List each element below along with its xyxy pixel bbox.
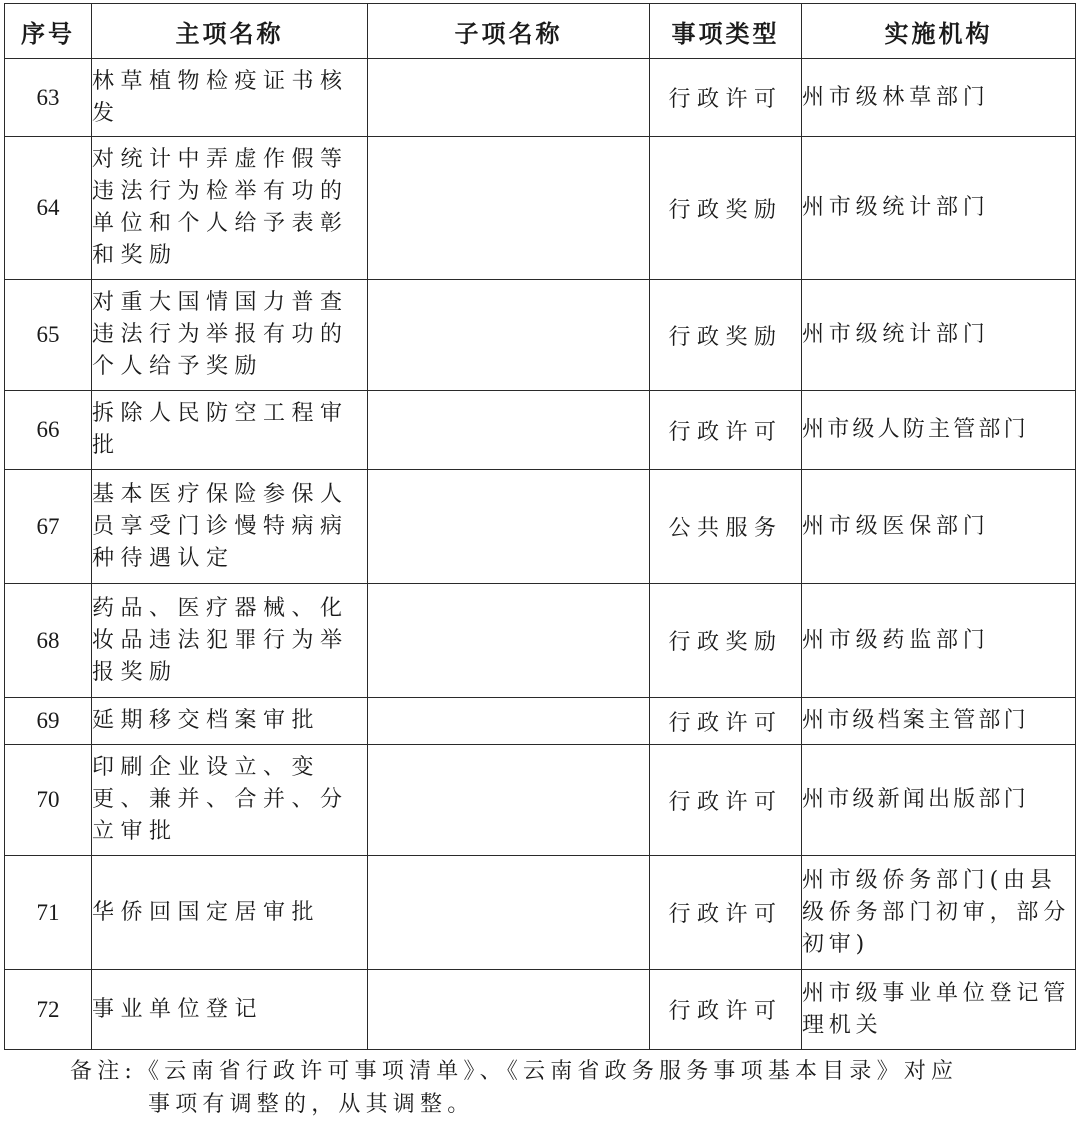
- row-type: 行政许可: [650, 970, 802, 1050]
- row-type: 行政许可: [650, 745, 802, 856]
- row-sub-name: [368, 970, 650, 1050]
- row-main-name: 印刷企业设立、变更、兼并、合并、分立审批: [92, 745, 368, 856]
- row-sub-name: [368, 698, 650, 745]
- row-index: 69: [5, 698, 92, 745]
- header-index: 序号: [5, 4, 92, 59]
- row-agency: 州市级新闻出版部门: [802, 745, 1076, 856]
- row-agency: 州市级档案主管部门: [802, 698, 1076, 745]
- row-index: 63: [5, 59, 92, 137]
- row-agency: 州市级医保部门: [802, 470, 1076, 584]
- row-main-name: 基本医疗保险参保人员享受门诊慢特病病种待遇认定: [92, 470, 368, 584]
- row-index: 64: [5, 137, 92, 280]
- row-index: 72: [5, 970, 92, 1050]
- row-type: 行政许可: [650, 391, 802, 470]
- row-type: 行政许可: [650, 856, 802, 970]
- row-type: 公共服务: [650, 470, 802, 584]
- row-main-name: 林草植物检疫证书核发: [92, 59, 368, 137]
- table-row: [5, 391, 1076, 470]
- remarks-note: [70, 1055, 1050, 1121]
- table-row: [5, 470, 1076, 584]
- table-row: [5, 856, 1076, 970]
- row-type: 行政许可: [650, 59, 802, 137]
- table-row: [5, 59, 1076, 137]
- row-main-name: 拆除人民防空工程审批: [92, 391, 368, 470]
- row-main-name: 延期移交档案审批: [92, 698, 368, 745]
- header-row: [5, 4, 1076, 59]
- row-index: 66: [5, 391, 92, 470]
- row-sub-name: [368, 391, 650, 470]
- header-agency: 实施机构: [802, 4, 1076, 59]
- row-agency: 州市级统计部门: [802, 137, 1076, 280]
- row-agency: 州市级统计部门: [802, 280, 1076, 391]
- row-agency: 州市级林草部门: [802, 59, 1076, 137]
- remarks-line-2: 事项有调整的，从其调整。: [148, 1092, 475, 1117]
- table-row: [5, 698, 1076, 745]
- header-sub-name: 子项名称: [368, 4, 650, 59]
- row-sub-name: [368, 280, 650, 391]
- table-row: [5, 745, 1076, 856]
- row-main-name: 华侨回国定居审批: [92, 856, 368, 970]
- row-agency: 州市级人防主管部门: [802, 391, 1076, 470]
- row-sub-name: [368, 584, 650, 698]
- row-sub-name: [368, 745, 650, 856]
- row-sub-name: [368, 137, 650, 280]
- row-main-name: 药品、医疗器械、化妆品违法犯罪行为举报奖励: [92, 584, 368, 698]
- row-sub-name: [368, 470, 650, 584]
- row-sub-name: [368, 856, 650, 970]
- row-type: 行政奖励: [650, 584, 802, 698]
- table-row: [5, 970, 1076, 1050]
- row-index: 67: [5, 470, 92, 584]
- header-type: 事项类型: [650, 4, 802, 59]
- row-type: 行政奖励: [650, 280, 802, 391]
- row-index: 65: [5, 280, 92, 391]
- row-index: 68: [5, 584, 92, 698]
- row-index: 71: [5, 856, 92, 970]
- row-agency: 州市级侨务部门(由县级侨务部门初审，部分初审): [802, 856, 1076, 970]
- row-type: 行政奖励: [650, 137, 802, 280]
- row-main-name: 对统计中弄虚作假等违法行为检举有功的单位和个人给予表彰和奖励: [92, 137, 368, 280]
- row-index: 70: [5, 745, 92, 856]
- row-agency: 州市级事业单位登记管理机关: [802, 970, 1076, 1050]
- remarks-line-1: 备注:《云南省行政许可事项清单》、《云南省政务服务事项基本目录》对应: [70, 1059, 959, 1084]
- table-row: [5, 137, 1076, 280]
- row-agency: 州市级药监部门: [802, 584, 1076, 698]
- table-row: [5, 280, 1076, 391]
- row-main-name: 事业单位登记: [92, 970, 368, 1050]
- row-type: 行政许可: [650, 698, 802, 745]
- table-row: [5, 584, 1076, 698]
- items-table: [4, 3, 1076, 1050]
- row-sub-name: [368, 59, 650, 137]
- header-main-name: 主项名称: [92, 4, 368, 59]
- row-main-name: 对重大国情国力普查违法行为举报有功的个人给予奖励: [92, 280, 368, 391]
